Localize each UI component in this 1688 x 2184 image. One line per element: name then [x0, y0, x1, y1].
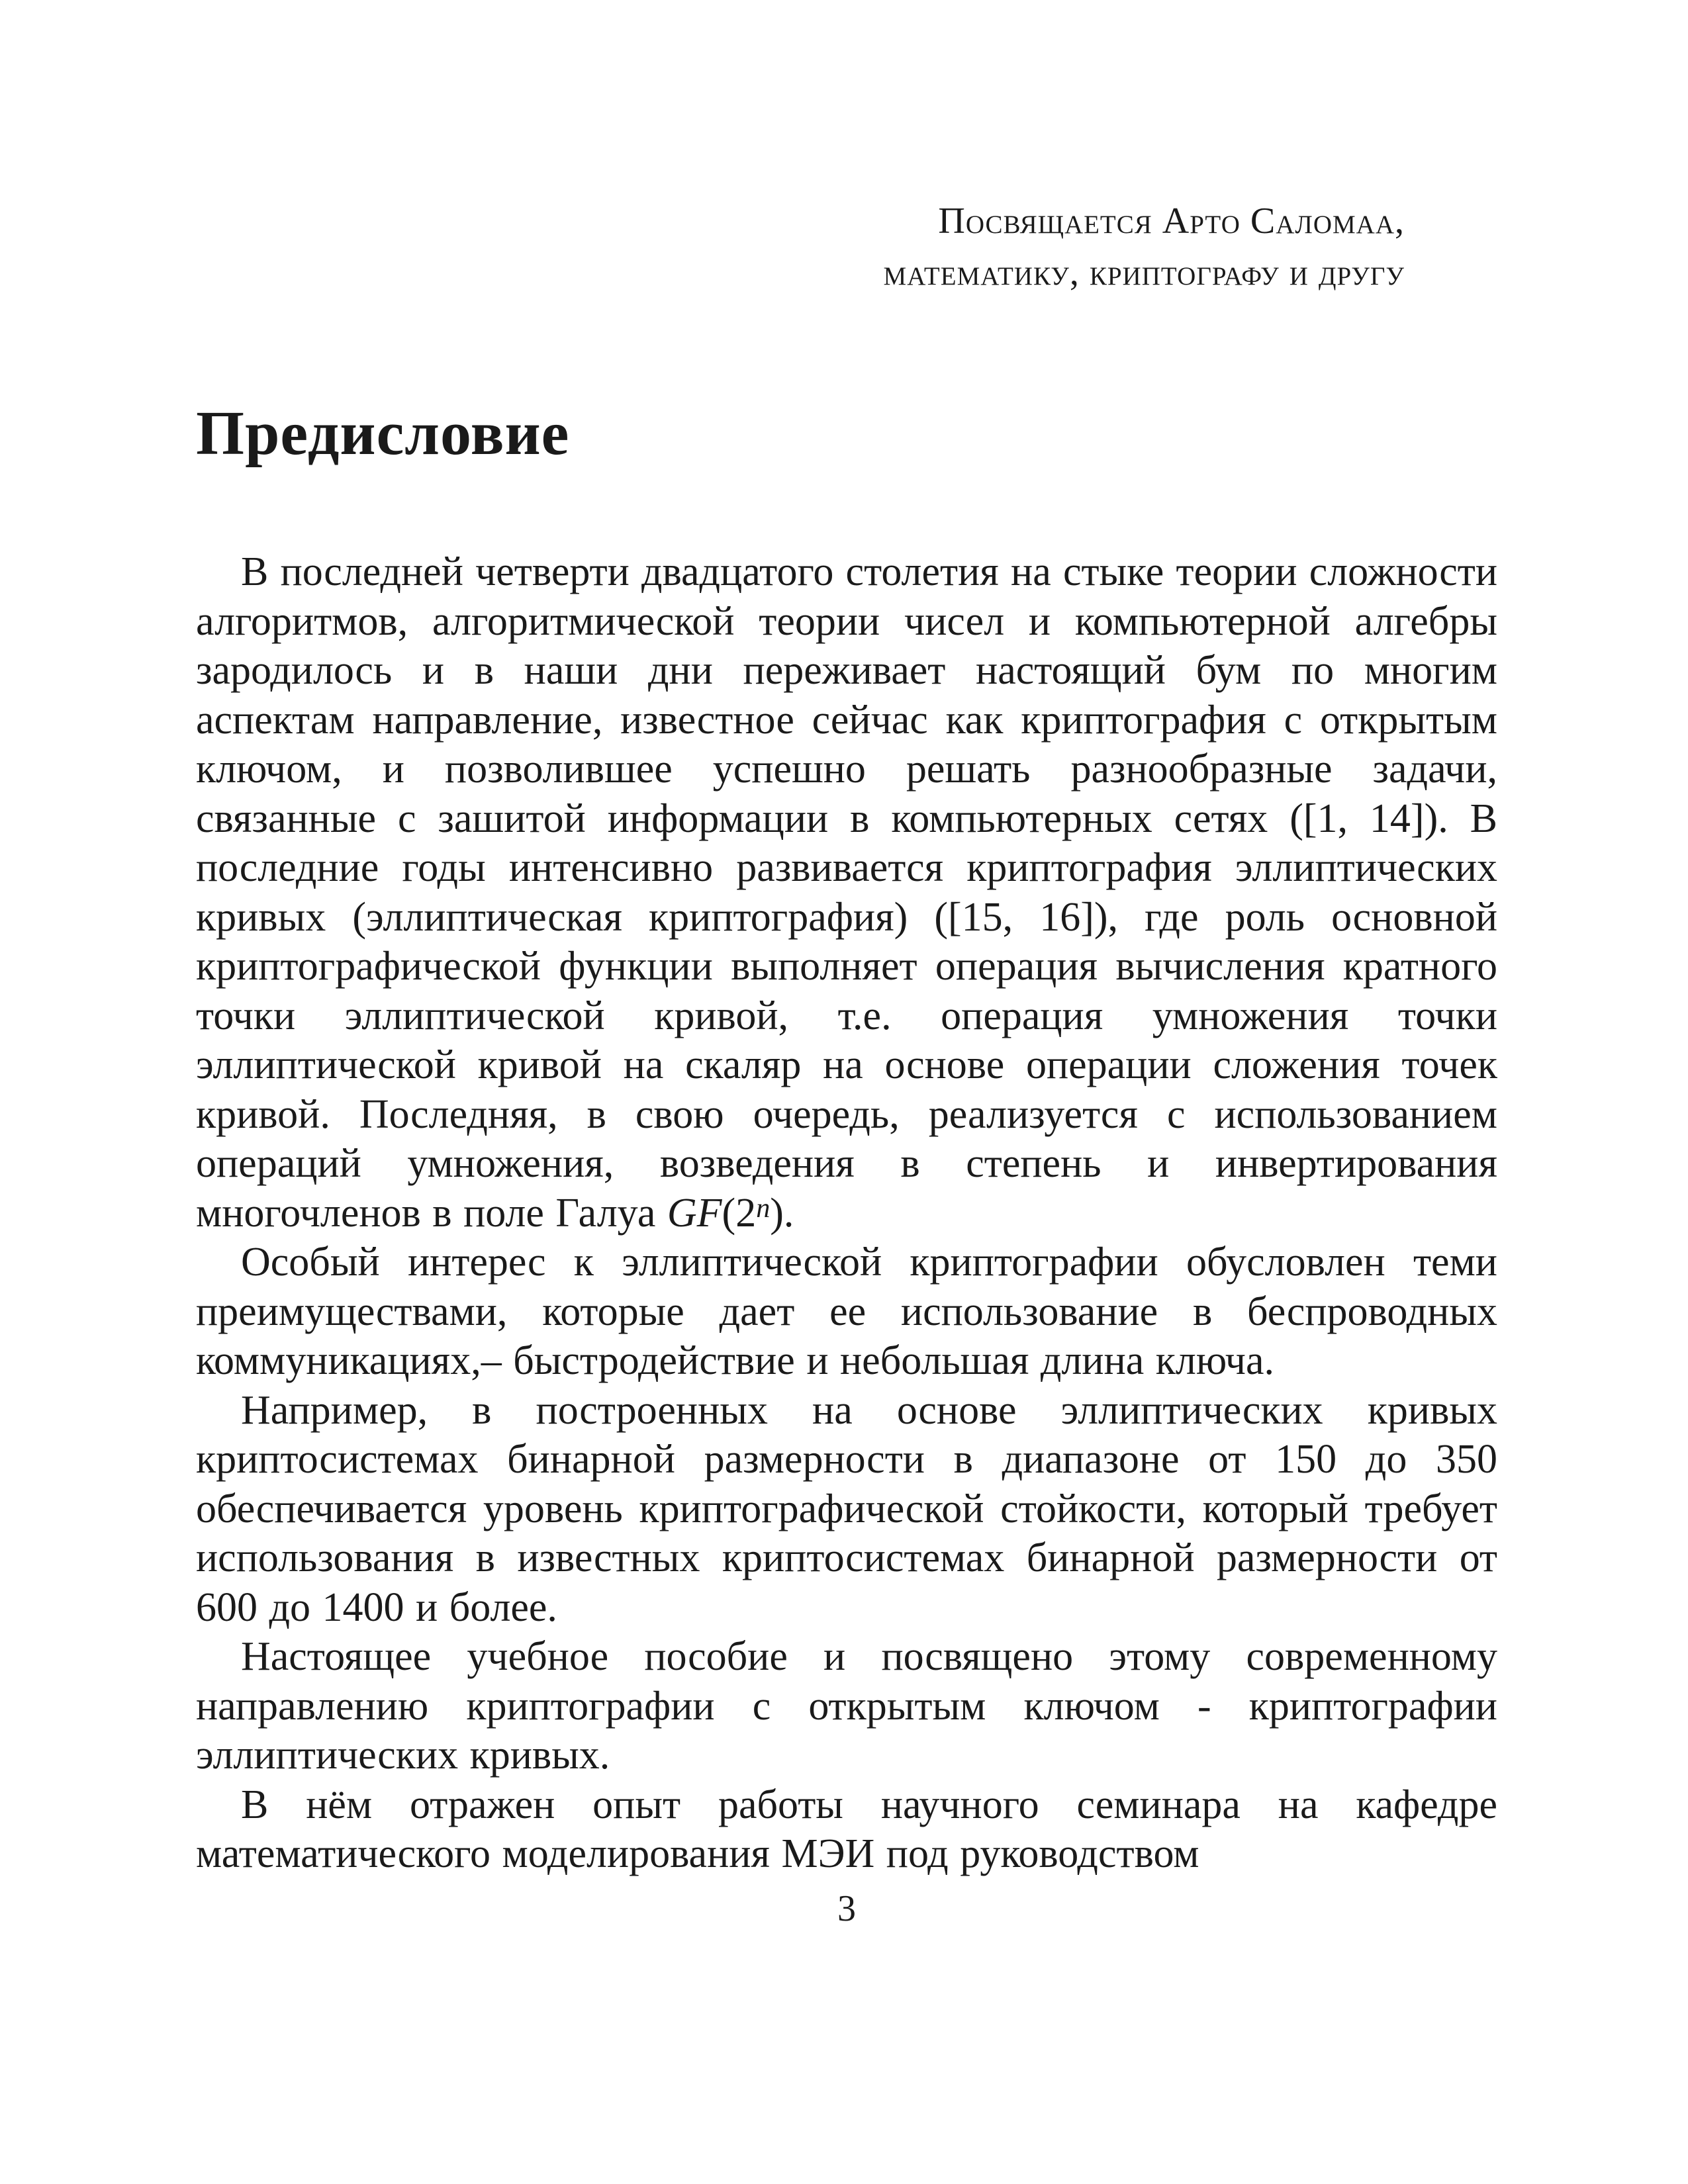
- dedication-line-1: Посвящается Арто Саломаа,: [938, 201, 1405, 242]
- dedication: [196, 195, 1497, 298]
- paragraph: Например, в построенных на основе эллиптических кривых криптосистемах бинарной размерности в диапазоне от 150 до 350 обеспечивается уровень криптографической стойкости, который требует использования в известных криптосистемах бинарной размерности от 600 до 1400 и более.: [196, 1387, 1497, 1630]
- dedication-line-2: математику, криптографу и другу: [883, 252, 1405, 293]
- body-text: [196, 547, 1497, 1879]
- paragraph: В нём отражен опыт работы научного семинара на кафедре математического моделирования МЭИ под руководством: [196, 1782, 1497, 1876]
- paragraph: Настоящее учебное пособие и посвящено этому современному направлению криптографии с открытым ключом - криптографии эллиптических кривых.: [196, 1634, 1497, 1778]
- paragraph-text: В последней четверти двадцатого столетия на стыке теории сложности алгоритмов, алгоритмической теории чисел и компьютерной алгебры зародилось и в наши дни переживает настоящий бум по многим аспектам направление, известное сейчас как криптография с открытым ключом, и позволившее успешно решать разнообразные задачи, связанные с зашитой информации в компьютерных сетях ([1, 14]). В последние годы интенсивно развивается криптография эллиптических кривых (эллиптическая криптография) ([15, 16]), где роль основной криптографической функции выполняет операция вычисления кратного точки эллиптической кривой, т.е. операция умножения точки эллиптической кривой на скаляр на основе операции сложения точек кривой. Последняя, в свою очередь, реализуется с использованием операций умножения, возведения в степень и инвертирования многочленов в поле Галуа: [196, 549, 1497, 1236]
- paragraph: Особый интерес к эллиптической криптографии обусловлен теми преимуществами, которые дает ее использование в беспроводных коммуникациях,– быстродействие и небольшая длина ключа.: [196, 1240, 1497, 1383]
- math-formula: [667, 1191, 794, 1236]
- math-gf: GF: [667, 1190, 722, 1236]
- math-close: ).: [770, 1190, 794, 1236]
- math-exponent: n: [756, 1192, 771, 1224]
- page-title: Предисловие: [196, 399, 570, 468]
- paragraph: [196, 547, 1497, 1238]
- math-open: (2: [722, 1190, 757, 1236]
- page-number: 3: [837, 1888, 856, 1929]
